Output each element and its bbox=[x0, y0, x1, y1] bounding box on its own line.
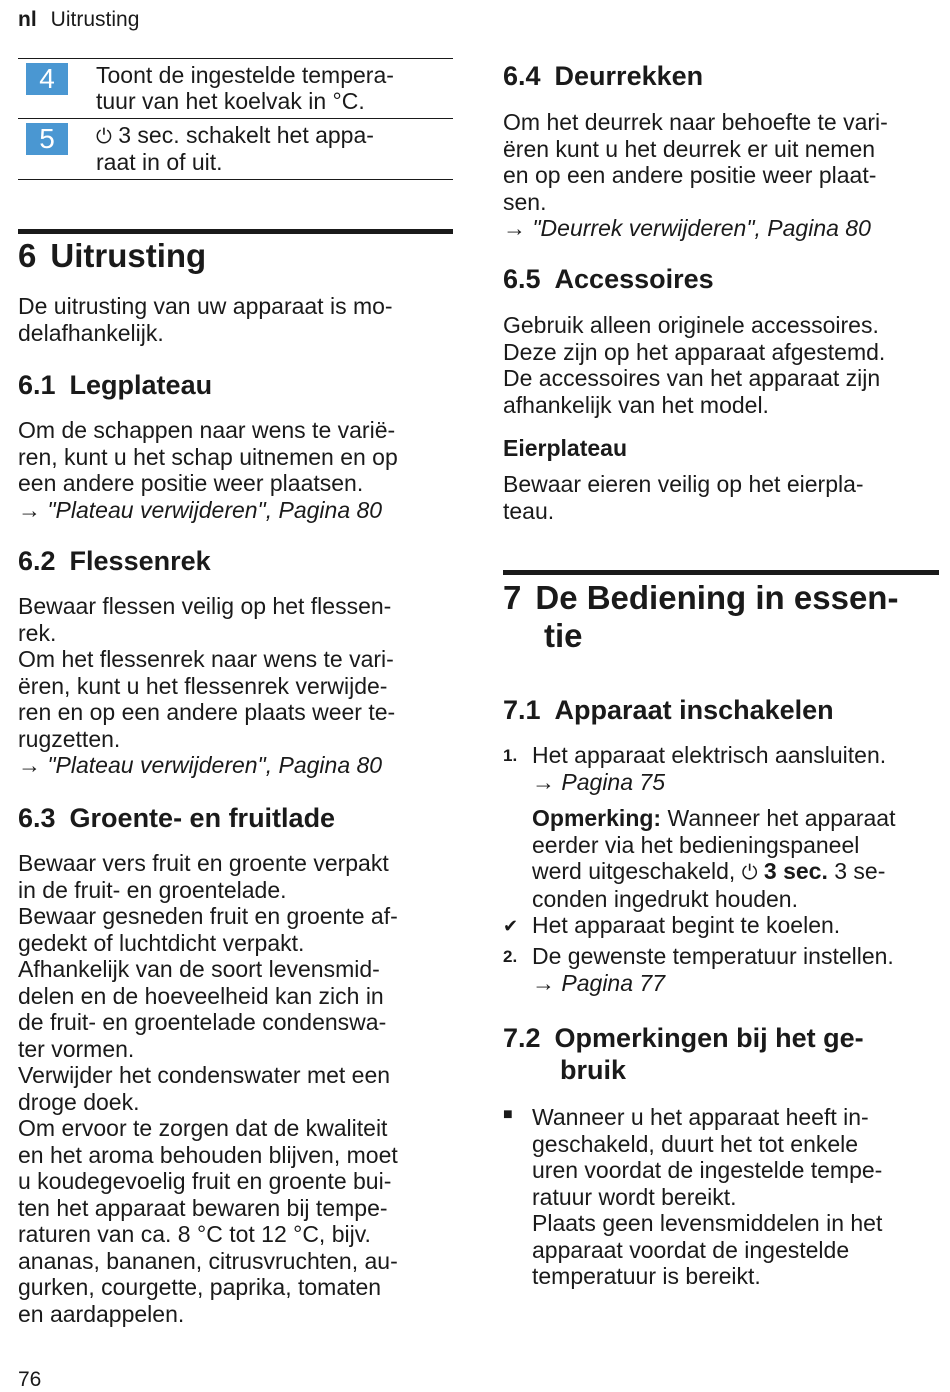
note: Opmerking: Wanneer het apparaat eerder via het bedieningspaneel werd uitgeschakeld, ⏻ 3 sec. 3 se- conden ingedrukt houden. bbox=[532, 805, 896, 912]
subsection-text: Om het deurrek naar behoefte te vari- ëren kunt u het deurrek er uit nemen en op een andere positie weer plaat- sen. → "Deurrek verwijderen", Pagina 80 bbox=[503, 109, 939, 242]
subsection-heading: 6.5 Accessoires bbox=[503, 264, 714, 294]
cross-reference-link[interactable]: → Pagina 77 bbox=[532, 969, 665, 996]
power-icon: ⏻ bbox=[96, 124, 112, 148]
list-item: 2. De gewenste temperatuur instellen. → Pagina 77 bbox=[503, 943, 939, 996]
key-description: Toont de ingestelde tempera- bbox=[96, 62, 394, 88]
subsection-text: Bewaar flessen veilig op het flessen- rek. Om het flessenrek naar wens te vari- ëren, kunt u het flessenrek verwijde- ren en op een andere plaats weer te- rugzetten. → "Plateau verwijderen", Pagina 80 bbox=[18, 593, 453, 779]
checkmark-icon: ✔ bbox=[503, 916, 519, 936]
subsection-heading: 6.2 Flessenrek bbox=[18, 546, 211, 576]
key-number-badge: 5 bbox=[26, 123, 68, 155]
subsection-text: Bewaar eieren veilig op het eierpla- teau. bbox=[503, 471, 864, 524]
cross-reference-link[interactable]: → Pagina 75 bbox=[532, 768, 665, 795]
subsection-heading: 6.4 Deurrekken bbox=[503, 61, 704, 91]
section-heading: 6 Uitrusting bbox=[18, 237, 207, 274]
key-table-wrapper bbox=[18, 58, 453, 180]
step-number: 1. bbox=[503, 746, 518, 765]
table-row bbox=[18, 59, 453, 119]
table-row bbox=[18, 119, 453, 180]
subsection-heading: 7.2 Opmerkingen bij het ge- bruik bbox=[503, 1023, 864, 1085]
subsection-heading: 6.3 Groente- en fruitlade bbox=[18, 803, 336, 833]
key-description: tuur van het koelvak in °C. bbox=[96, 88, 365, 114]
subsection-text: Bewaar vers fruit en groente verpakt in de fruit- en groentelade. Bewaar gesneden fruit en groente af- gedekt of luchtdicht verpakt. Afhankelijk van de soort levensmid- delen en de hoeveelheid kan zich in de fruit- en groentelade condenswa- ter vormen. Verwijder het condenswater met een droge doek. Om ervoor te zorgen dat de kwaliteit en het aroma behouden blijven, moet u koudegevoelig fruit en groente bui- ten het apparaat bewaren bij tempe- raturen van ca. 8 °C tot 12 °C, bijv. ananas, bananen, citrusvruchten, au- gurken, courgette, paprika, tomaten en aardappelen. bbox=[18, 850, 398, 1327]
key-table bbox=[18, 58, 453, 180]
step-number: 2. bbox=[503, 947, 518, 966]
section-rule bbox=[18, 229, 453, 234]
sub-subheading: Eierplateau bbox=[503, 435, 627, 461]
cross-reference-link[interactable]: → "Plateau verwijderen", Pagina 80 bbox=[18, 496, 383, 523]
subsection-heading: 7.1 Apparaat inschakelen bbox=[503, 695, 834, 725]
header-title: Uitrusting bbox=[50, 8, 140, 31]
page-number: 76 bbox=[18, 1368, 42, 1391]
list-item: ✔ Het apparaat begint te koelen. bbox=[503, 912, 841, 938]
key-description: 3 sec. schakelt het appa- bbox=[111, 122, 374, 148]
list-item: 1. Het apparaat elektrisch aansluiten. → Pagina 75 bbox=[503, 742, 939, 795]
cross-reference-link[interactable]: → "Deurrek verwijderen", Pagina 80 bbox=[503, 215, 871, 241]
key-description: raat in of uit. bbox=[96, 149, 223, 175]
power-icon: ⏻ bbox=[741, 860, 758, 884]
section-rule bbox=[503, 570, 939, 575]
key-number-badge: 4 bbox=[26, 63, 68, 95]
note-label: Opmerking: bbox=[532, 805, 662, 831]
language-code: nl bbox=[18, 8, 37, 31]
subsection-text: Gebruik alleen originele accessoires. Deze zijn op het apparaat afgestemd. De accessoires van het apparaat zijn afhankelijk van het model. bbox=[503, 312, 886, 418]
cross-reference-link[interactable]: → "Plateau verwijderen", Pagina 80 bbox=[18, 752, 383, 778]
page-header bbox=[18, 8, 139, 32]
bullet-icon: ■ bbox=[503, 1106, 513, 1123]
subsection-heading: 6.1 Legplateau bbox=[18, 370, 213, 400]
list-item: ■ Wanneer u het apparaat heeft in- geschakeld, duurt het tot enkele uren voordat de ingestelde tempe- ratuur wordt bereikt. Plaats geen levensmiddelen in het apparaat voordat de ingestelde temperatuur is bereikt. bbox=[503, 1104, 883, 1289]
section-intro: De uitrusting van uw apparaat is mo- delafhankelijk. bbox=[18, 293, 393, 346]
subsection-text: Om de schappen naar wens te varië- ren, kunt u het schap uitnemen en op een andere positie weer plaatsen. → "Plateau verwijderen", Pagina 80 bbox=[18, 417, 453, 523]
section-heading: 7 De Bediening in essen- tie bbox=[503, 579, 899, 654]
